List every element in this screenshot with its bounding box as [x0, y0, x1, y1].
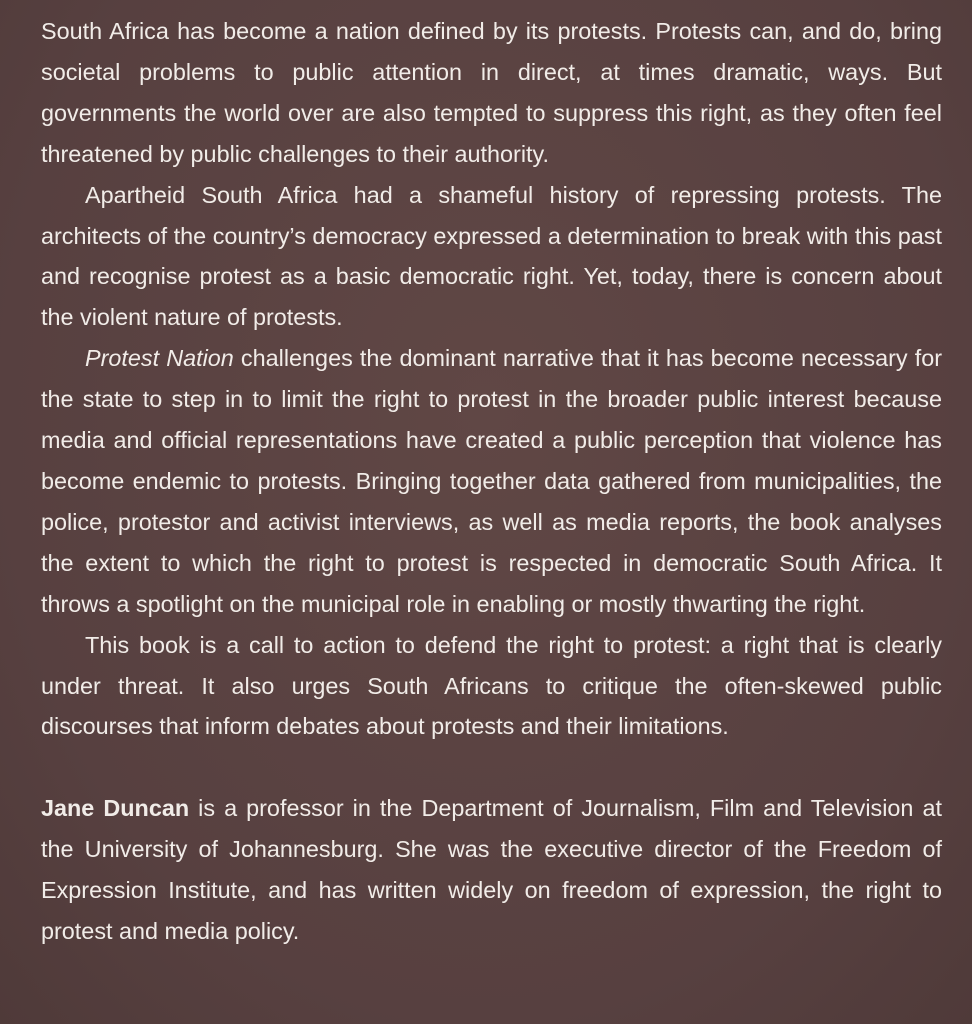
- blurb-paragraph-4: This book is a call to action to defend the right to protest: a right that is clearly under threat. It also urges South Africans to critique the often-skewed public discourses that inform debates about protests and their limitations.: [41, 631, 942, 740]
- author-name: Jane Duncan: [41, 795, 190, 822]
- blurb-paragraph-3: [41, 338, 942, 624]
- blurb-paragraph-3-text: challenges the dominant narrative that it has become necessary for the state to step in to limit the right to protest in the broader public interest because media and official representations have created a public perception that violence has become endemic to protests. Bringing together data gathered from municipalities, the police, protestor and activist interviews, as well as media reports, the book analyses the extent to which the right to protest is respected in democratic South Africa. It throws a spotlight on the municipal role in enabling or mostly thwarting the right.: [41, 345, 943, 617]
- author-bio: [41, 788, 942, 952]
- blurb-paragraph-2: Apartheid South Africa had a shameful history of repressing protests. The architects of the country’s democracy expressed a determination to break with this past and recognise protest as a basic democratic right. Yet, today, there is concern about the violent nature of protests.: [41, 181, 942, 331]
- blurb-paragraph-1: South Africa has become a nation defined by its protests. Protests can, and do, bring societal problems to public attention in direct, at times dramatic, ways. But governments the world over are also tempted to suppress this right, as they often feel threatened by public challenges to their authority.: [41, 18, 942, 167]
- book-title: Protest Nation: [85, 345, 234, 372]
- author-bio-text: is a professor in the Department of Journalism, Film and Television at the University of Johannesburg. She was the executive director of the Freedom of Expression Institute, and has written widely on freedom of expression, the right to protest and media policy.: [41, 795, 942, 945]
- section-spacer: [41, 747, 942, 788]
